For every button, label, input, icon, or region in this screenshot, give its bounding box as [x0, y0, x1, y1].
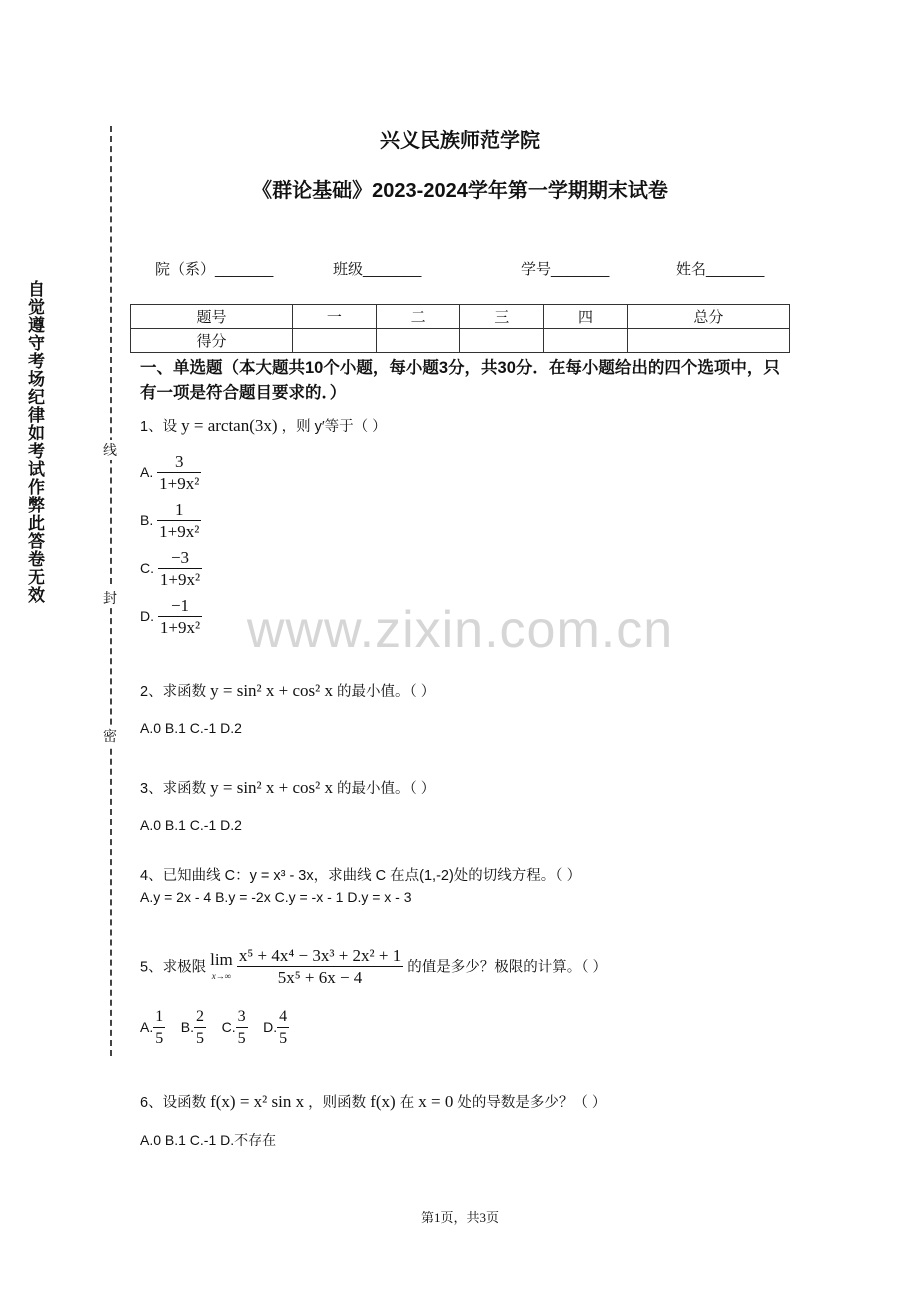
q6-options[interactable]: A.0 B.1 C.-1 D.不存在: [140, 1132, 277, 1148]
question-6: [140, 1091, 606, 1112]
question-formula: y = sin² x + cos² x: [210, 778, 333, 797]
question-text: 6、设函数: [140, 1095, 207, 1111]
class-field[interactable]: 班级_______: [333, 261, 422, 278]
q1-option-b[interactable]: [140, 500, 201, 543]
question-text: 处的导数是多少？（ ）: [457, 1095, 607, 1111]
question-text: ，则函数: [308, 1095, 367, 1111]
question-2: [140, 680, 435, 701]
q5-option-a[interactable]: A. $\frac{1}{5}$: [140, 1019, 165, 1035]
score-cell[interactable]: [293, 329, 377, 353]
question-5: [140, 946, 607, 989]
question-text: 1、设: [140, 419, 178, 435]
option-label: C.: [140, 560, 154, 577]
q5-options: [140, 1007, 289, 1050]
score-cell[interactable]: [460, 329, 544, 353]
question-text: 5、求极限: [140, 959, 207, 976]
q5-option-c[interactable]: C. $\frac{3}{5}$: [222, 1019, 248, 1035]
q5-option-d[interactable]: D. $\frac{4}{5}$: [263, 1019, 289, 1035]
table-header-cell: 题号: [131, 305, 293, 329]
question-text: 的值是多少？极限的计算。（ ）: [407, 959, 608, 976]
table-header-cell: 四: [544, 305, 628, 329]
score-cell[interactable]: [627, 329, 789, 353]
question-1: [140, 415, 387, 436]
limit-operator: lim x→∞: [210, 949, 233, 981]
question-text: 在: [399, 1095, 415, 1111]
question-text: 2、求函数: [140, 684, 207, 700]
seal-mark-seal: 封: [100, 588, 120, 608]
question-formula: y = arctan(3x): [181, 416, 278, 435]
q4-options[interactable]: A.y = 2x - 4 B.y = -2x C.y = -x - 1 D.y = x - 3: [140, 889, 412, 905]
question-text: ，则 y′等于（ ）: [281, 419, 387, 435]
department-field[interactable]: 院（系）_______: [155, 261, 274, 278]
table-header-cell: 三: [460, 305, 544, 329]
seal-mark-secret: 密: [100, 726, 120, 746]
q2-options[interactable]: A.0 B.1 C.-1 D.2: [140, 720, 242, 736]
option-fraction: $\frac{-1}{\text{1+9x²}}$: [159, 596, 201, 637]
option-fraction: $\frac{-3}{\text{1+9x²}}$: [159, 548, 201, 589]
student-id-field[interactable]: 学号_______: [521, 261, 610, 278]
q5-option-b[interactable]: B. $\frac{2}{5}$: [181, 1019, 206, 1035]
option-label: B.: [140, 512, 154, 529]
question-text: 的最小值。（ ）: [337, 684, 436, 700]
q1-option-a[interactable]: [140, 452, 201, 495]
question-formula: x = 0: [418, 1092, 454, 1111]
question-4: 4、已知曲线 C：y = x³ - 3x，求曲线 C 在点(1,-2)处的切线方程。（ ）: [140, 868, 582, 884]
table-header-cell: 总分: [627, 305, 789, 329]
option-label: D.: [140, 608, 154, 625]
question-formula: y = sin² x + cos² x: [210, 681, 333, 700]
question-text: 3、求函数: [140, 781, 207, 797]
section-heading: 一、单选题（本大题共10个小题，每小题3分，共30分．在每小题给出的四个选项中，只有一项是符合题目要求的．）: [140, 359, 780, 402]
limit-fraction: $\frac{\text{x⁵ + 4x⁴ − 3x³ + 2x² + 1}}{\text{5x⁵ + 6x − 4}}$: [238, 946, 402, 987]
page-footer: 第1页，共3页: [420, 1210, 499, 1225]
question-formula: f(x) = x² sin x: [210, 1092, 305, 1111]
name-field[interactable]: 姓名_______: [676, 261, 765, 278]
score-table-score-row: [131, 329, 790, 353]
seal-mark-line: 线: [100, 440, 120, 460]
score-row-label: 得分: [131, 329, 293, 353]
watermark: www.zixin.com.cn: [246, 601, 674, 659]
exam-title: 《群论基础》2023-2024学年第一学期期末试卷: [252, 180, 668, 202]
option-fraction: $\frac{1}{\text{1+9x²}}$: [159, 500, 200, 541]
school-name: 兴义民族师范学院: [380, 130, 540, 152]
q3-options[interactable]: A.0 B.1 C.-1 D.2: [140, 817, 242, 833]
option-label: A.: [140, 464, 154, 481]
table-header-cell: 一: [293, 305, 377, 329]
question-formula: f(x): [370, 1092, 396, 1111]
score-table-header-row: [131, 305, 790, 329]
side-notice: 自觉遵守考场纪律如考试作弊此答卷无效: [25, 280, 44, 604]
question-3: [140, 777, 435, 798]
score-table: [130, 304, 790, 353]
q1-option-c[interactable]: [140, 548, 202, 591]
table-header-cell: 二: [376, 305, 460, 329]
option-fraction: $\frac{3}{\text{1+9x²}}$: [159, 452, 200, 493]
score-cell[interactable]: [544, 329, 628, 353]
question-text: 的最小值。（ ）: [337, 781, 436, 797]
score-cell[interactable]: [376, 329, 460, 353]
